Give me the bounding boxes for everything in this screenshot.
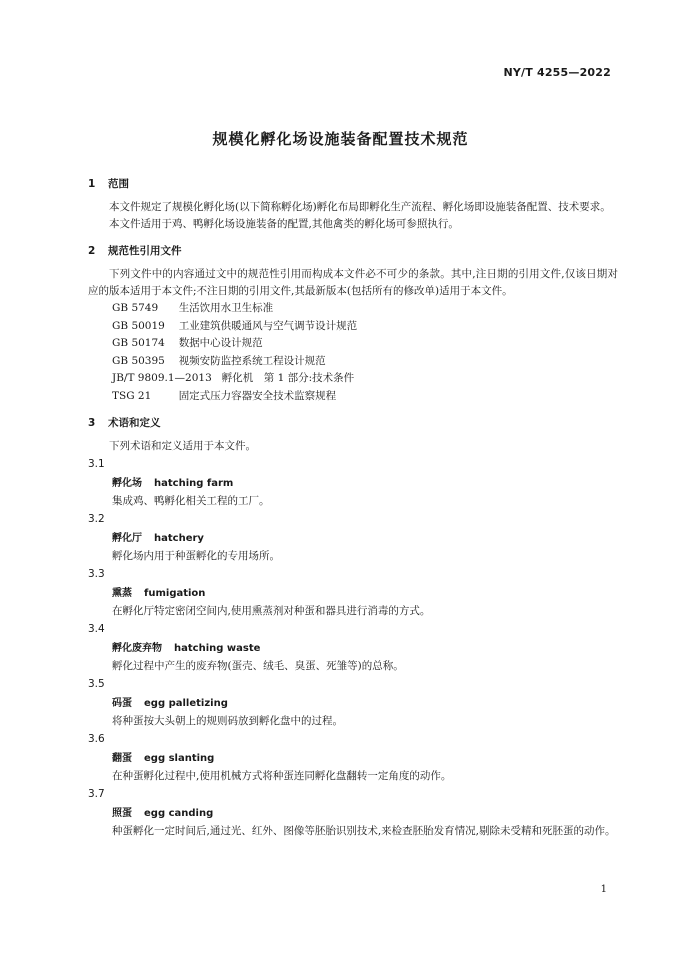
term-en: hatching farm [154, 478, 234, 489]
term-en: hatching waste [174, 643, 261, 654]
reference-name: 生活饮用水卫生标准 [178, 302, 274, 314]
term-name [112, 639, 618, 658]
section-heading-scope [88, 174, 618, 195]
document-body [88, 174, 618, 840]
term-number: 3.6 [88, 733, 105, 745]
term-zh: 翻蛋 [112, 753, 132, 764]
term-name [112, 584, 618, 603]
section-number: 3 [88, 417, 96, 429]
term-zh: 码蛋 [112, 698, 132, 709]
term-en: egg palletizing [144, 698, 228, 709]
reference-item [112, 353, 618, 371]
term-name [112, 749, 618, 768]
term-en: egg canding [144, 808, 214, 819]
reference-code: GB 50174 [112, 337, 165, 349]
term-zh: 孵化废弃物 [112, 643, 162, 654]
section-heading-terms-and-definitions [88, 413, 618, 434]
term-number: 3.1 [88, 458, 105, 470]
paragraph: 本文件规定了规模化孵化场(以下简称孵化场)孵化布局即孵化生产流程、孵化场即设施装备配置、技术要求。 [109, 201, 611, 213]
document-title: 规模化孵化场设施装备配置技术规范 [212, 130, 469, 148]
term-number: 3.3 [88, 568, 105, 580]
term-en: egg slanting [144, 753, 215, 764]
term-zh: 孵化场 [112, 478, 142, 489]
paragraph: 本文件适用于鸡、鸭孵化场设施装备的配置,其他禽类的孵化场可参照执行。 [109, 218, 459, 230]
reference-item [112, 300, 618, 318]
term-name [112, 529, 618, 548]
term-entry [88, 730, 618, 785]
term-entry [88, 455, 618, 510]
paragraph: 下列术语和定义适用于本文件。 [109, 440, 256, 452]
reference-code: TSG 21 [112, 389, 152, 402]
term-number: 3.2 [88, 513, 105, 525]
reference-name: 视频安防监控系统工程设计规范 [178, 354, 326, 367]
reference-code: GB 50395 [112, 354, 165, 367]
term-number: 3.7 [88, 788, 105, 800]
reference-code: GB 50019 [112, 319, 165, 332]
reference-name: 固定式压力容器安全技术监察规程 [178, 389, 337, 402]
term-definition: 孵化场内用于种蛋孵化的专用场所。 [112, 550, 280, 562]
term-entry [88, 620, 618, 675]
term-definition: 在孵化厅特定密闭空间内,使用熏蒸剂对种蛋和器具进行消毒的方式。 [112, 605, 431, 617]
term-entry [88, 785, 618, 840]
section-number: 1 [88, 178, 96, 190]
term-definition: 将种蛋按大头朝上的规则码放到孵化盘中的过程。 [112, 715, 343, 727]
document-code: NY/T 4255—2022 [503, 66, 611, 79]
term-definition: 种蛋孵化一定时间后,通过光、红外、图像等胚胎识别技术,来检查胚胎发育情况,剔除未受精和死胚蛋的动作。 [112, 825, 616, 837]
reference-name: 数据中心设计规范 [178, 337, 263, 349]
reference-name: 孵化机 第 1 部分:技术条件 [221, 372, 355, 384]
reference-name: 工业建筑供暖通风与空气调节设计规范 [178, 319, 358, 332]
term-name [112, 474, 618, 493]
term-number: 3.5 [88, 678, 105, 690]
reference-item [112, 370, 618, 388]
term-name [112, 694, 618, 713]
section-title: 规范性引用文件 [108, 245, 182, 257]
term-zh: 熏蒸 [112, 588, 132, 599]
term-zh: 孵化厅 [112, 533, 142, 544]
section-heading-normative-references [88, 241, 618, 262]
reference-code: GB 5749 [112, 302, 159, 314]
term-number: 3.4 [88, 623, 105, 635]
term-en: fumigation [144, 588, 206, 599]
reference-item [112, 335, 618, 353]
reference-item [112, 318, 618, 336]
term-definition: 在种蛋孵化过程中,使用机械方式将种蛋连同孵化盘翻转一定角度的动作。 [112, 770, 452, 782]
term-en: hatchery [154, 533, 204, 544]
term-definition: 孵化过程中产生的废弃物(蛋壳、绒毛、臭蛋、死雏等)的总称。 [112, 660, 404, 672]
term-entry [88, 510, 618, 565]
term-definition: 集成鸡、鸭孵化相关工程的工厂。 [112, 495, 270, 507]
reference-item [112, 388, 618, 406]
page-number: 1 [600, 884, 607, 895]
term-entry [88, 565, 618, 620]
section-title: 术语和定义 [108, 417, 161, 429]
section-number: 2 [88, 245, 96, 257]
paragraph: 下列文件中的内容通过文中的规范性引用而构成本文件必不可少的条款。其中,注日期的引用文件,仅该日期对应的版本适用于本文件;不注日期的引用文件,其最新版本(包括所有的修改单)适用于本文件。 [88, 268, 618, 297]
term-zh: 照蛋 [112, 808, 132, 819]
reference-code: JB/T 9809.1—2013 [112, 372, 212, 384]
section-title: 范围 [108, 178, 129, 190]
term-entry [88, 675, 618, 730]
term-name [112, 804, 618, 823]
